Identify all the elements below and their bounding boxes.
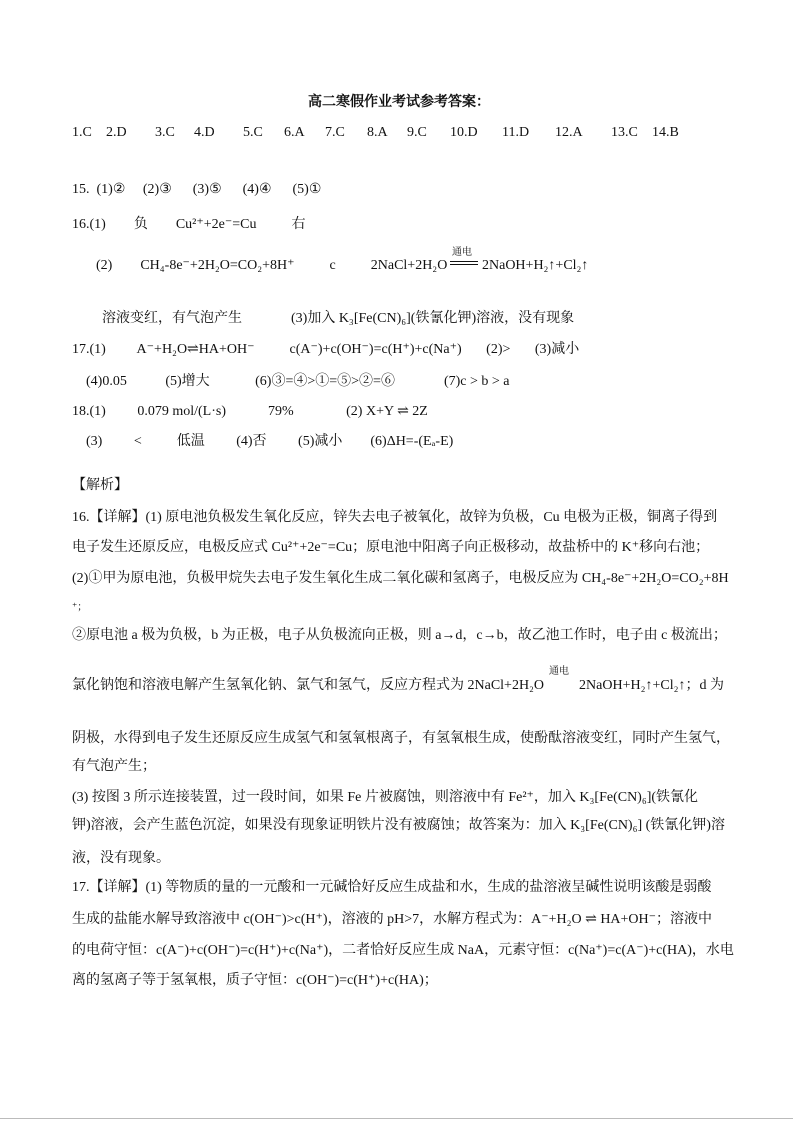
choice-answer: 6.A <box>284 125 305 140</box>
electrolysis-condition: 通电 <box>549 666 569 677</box>
answer-q17-2: (4)0.05 (5)增大 (6)③=④>①=⑤>②=⑥ (7)c > b > a <box>86 374 510 389</box>
choice-answer: 4.D <box>194 125 215 140</box>
analysis-line: 16.【详解】(1) 原电池负极发生氧化反应，锌失去电子被氧化，故锌为负极，Cu 电极为正极，铜离子得到 <box>72 510 718 525</box>
analysis-line: 液，没有现象。 <box>72 851 170 866</box>
analysis-line: 的电荷守恒：c(A⁻)+c(OH⁻)=c(H⁺)+c(Na⁺)，二者恰好反应生成 NaA，元素守恒：c(Na⁺)=c(A⁻)+c(HA)，水电 <box>72 943 734 958</box>
analysis-heading: 【解析】 <box>72 478 128 493</box>
choice-answer: 10.D <box>450 125 478 140</box>
choice-answer: 9.C <box>407 125 427 140</box>
choice-answer: 5.C <box>243 125 263 140</box>
answer-q18-1: 18.(1) 0.079 mol/(L·s) 79% (2) X+Y ⇌ 2Z <box>72 404 428 419</box>
electrolysis-condition: 通电 <box>452 247 472 258</box>
analysis-line: 氯化钠饱和溶液电解产生氢氧化钠、氯气和氢气，反应方程式为 2NaCl+2H₂O 2NaOH+H₂↑+Cl₂↑；d 为 <box>72 678 724 693</box>
analysis-line: 离的氢离子等于氢氧根，质子守恒：c(OH⁻)=c(H⁺)+c(HA)； <box>72 973 438 988</box>
choice-answer: 13.C <box>611 125 638 140</box>
analysis-line: 钾)溶液，会产生蓝色沉淀，如果没有现象证明铁片没有被腐蚀；故答案为：加入 K₃[Fe(CN)₆] (铁氰化钾)溶 <box>72 818 725 833</box>
page-bottom-border <box>0 1118 793 1119</box>
choice-answer: 2.D <box>106 125 127 140</box>
analysis-line: 17.【详解】(1) 等物质的量的一元酸和一元碱恰好反应生成盐和水，生成的盐溶液呈碱性说明该酸是弱酸 <box>72 880 712 895</box>
answer-q16-1: 16.(1) 负 Cu²⁺+2e⁻=Cu 右 <box>72 217 306 232</box>
choice-answer: 8.A <box>367 125 388 140</box>
analysis-line: ⁺； <box>72 602 88 613</box>
choice-answer: 12.A <box>555 125 583 140</box>
answer-q18-2: (3) < 低温 (4)否 (5)减小 (6)ΔH=-(Eₐ-E) <box>86 434 454 449</box>
answer-q16-2: (2) CH₄-8e⁻+2H₂O=CO₂+8H⁺ c 2NaCl+2H₂O <box>96 258 448 273</box>
analysis-line: 阴极，水得到电子发生还原反应生成氢气和氢氧根离子，有氢氧根生成，使酚酞溶液变红，同时产生氢气， <box>72 731 730 746</box>
analysis-line: (3) 按图 3 所示连接装置，过一段时间，如果 Fe 片被腐蚀，则溶液中有 Fe²⁺，加入 K₃[Fe(CN)₆](铁氰化 <box>72 790 699 805</box>
choice-answer: 14.B <box>652 125 679 140</box>
page-title: 高二寒假作业考试参考答案： <box>308 95 490 110</box>
analysis-line: ②原电池 a 极为负极，b 为正极，电子从负极流向正极，则 a→d，c→b，故乙池工作时，电子由 c 极流出； <box>72 628 727 643</box>
choice-answer: 11.D <box>502 125 530 140</box>
equals-sign <box>450 261 478 265</box>
choice-answer: 7.C <box>325 125 345 140</box>
choice-answer: 3.C <box>155 125 175 140</box>
analysis-line: 有气泡产生； <box>72 759 156 774</box>
answer-q15: 15. (1)② (2)③ (3)⑤ (4)④ (5)① <box>72 182 322 197</box>
answer-q16-cont: 溶液变红，有气泡产生 (3)加入 K₃[Fe(CN)₆](铁氰化钾)溶液，没有现象 <box>102 311 575 326</box>
analysis-line: 生成的盐能水解导致溶液中 c(OH⁻)>c(H⁺)，溶液的 pH>7，水解方程式为：A⁻+H₂O ⇌ HA+OH⁻；溶液中 <box>72 912 713 927</box>
analysis-line: 电子发生还原反应，电极反应式 Cu²⁺+2e⁻=Cu；原电池中阳离子向正极移动，故盐桥中的 K⁺移向右池； <box>72 540 710 555</box>
answer-q17-1: 17.(1) A⁻+H₂O⇌HA+OH⁻ c(A⁻)+c(OH⁻)=c(H⁺)+c(Na⁺) (2)> (3)减小 <box>72 342 580 357</box>
analysis-line: (2)①甲为原电池，负极甲烷失去电子发生氧化生成二氧化碳和氢离子，电极反应为 CH₄-8e⁻+2H₂O=CO₂+8H <box>72 571 729 586</box>
choice-answer: 1.C <box>72 125 92 140</box>
answer-q16-2-products: 2NaOH+H₂↑+Cl₂↑ <box>482 258 589 273</box>
